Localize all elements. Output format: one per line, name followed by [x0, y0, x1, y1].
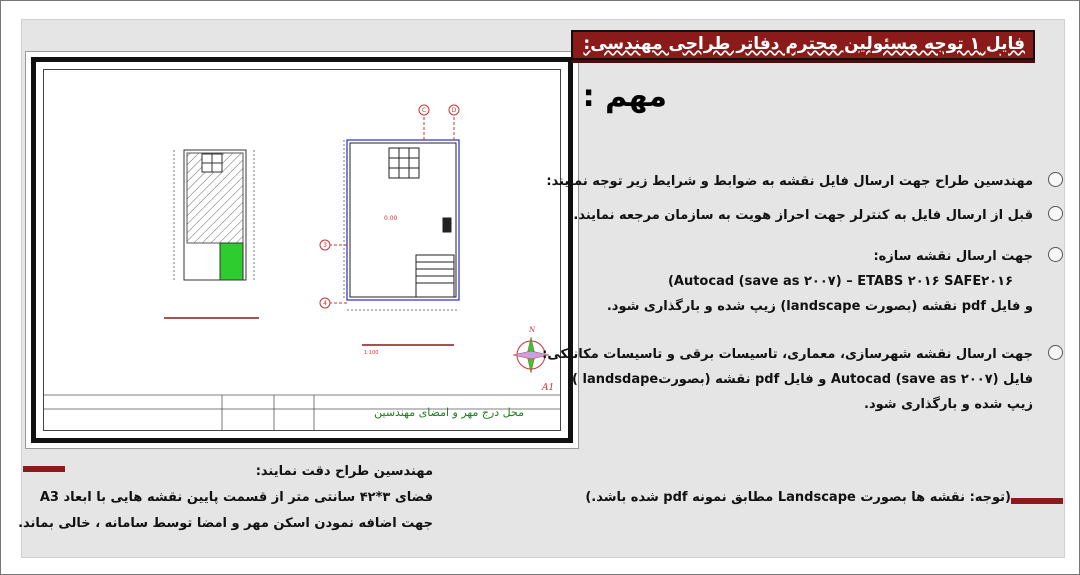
bullet-circle-icon [1048, 345, 1063, 360]
accent-bar [23, 466, 65, 472]
important-heading: مهم : [582, 79, 667, 114]
sheet-label: A1 [542, 383, 555, 393]
bullet-circle-icon [1048, 206, 1063, 221]
bullet-text-1: مهندسین طراح جهت ارسال فایل نقشه به ضوابط و شرایط زیر توجه نمایند: [546, 174, 1033, 189]
designer-note-line-2: جهت اضافه نمودن اسکن مهر و امضا توسط سامانه ، خالی بماند. [18, 516, 433, 531]
grid-label-3: 3 [323, 242, 327, 249]
drawing-frame [31, 57, 573, 443]
banner-title: فایل ۱ توجه مسئولین محترم دفاتر طراحی مهندسی: [583, 34, 1025, 54]
grid-label-c: C [421, 107, 427, 114]
plan-right [329, 112, 459, 345]
floor-plan-svg [44, 70, 560, 430]
accent-bar [1011, 498, 1063, 504]
designer-note-line-1: فضای ۳*۴۲ سانتی متر از قسمت پایین نقشه هایی با ابعاد A3 [39, 490, 433, 505]
level-label: 0.00 [384, 215, 398, 222]
designer-note [18, 459, 433, 537]
bullet-item-2 [573, 203, 1033, 228]
plan-left [164, 150, 259, 318]
grid-bubbles [320, 105, 459, 308]
bullet-item-3 [607, 244, 1033, 319]
bullet-text-4c: زیپ شده و بارگذاری شود. [864, 397, 1033, 412]
bullet-text-4a: جهت ارسال نقشه شهرسازی، معماری، تاسیسات برقی و تاسیسات مکانیکی: [542, 347, 1033, 362]
title-banner [571, 30, 1035, 60]
bullet-circle-icon [1048, 172, 1063, 187]
stamp-area-label: محل درج مهر و امضای مهندسین [374, 406, 524, 419]
bullet-item-4 [542, 342, 1033, 417]
bullet-text-2: قبل از ارسال فایل به کنترلر جهت احراز هویت به سازمان مرجعه نمایند. [573, 208, 1033, 223]
bullet-circle-icon [1048, 247, 1063, 262]
bullet-text-3a: جهت ارسال نقشه سازه: [873, 249, 1033, 264]
drawing-sample [25, 51, 579, 449]
grid-label-4: 4 [323, 300, 327, 307]
designer-note-heading: مهندسین طراح دقت نمایند: [255, 464, 433, 479]
grid-label-d: D [451, 107, 457, 114]
bullet-text-3b: Autocad (save as ۲۰۰۷) – ETABS ۲۰۱۶ SAFE۲۰۱۶) [667, 274, 1013, 289]
bullet-item-1 [546, 169, 1033, 194]
landscape-note: (توجه: نقشه ها بصورت Landscape مطابق نمونه pdf شده باشد.) [585, 490, 1011, 505]
bullet-text-3c: و فایل pdf نقشه (بصورت landscape) زیپ شده و بارگذاری شود. [606, 299, 1033, 314]
drawing-sheet [43, 69, 561, 431]
bullet-text-4b: فایل (Autocad (save as ۲۰۰۷ و فایل pdf نقشه (بصورتlandsdape ) [572, 372, 1033, 387]
north-label: N [529, 326, 536, 334]
scale-label: 1:100 [364, 350, 379, 356]
